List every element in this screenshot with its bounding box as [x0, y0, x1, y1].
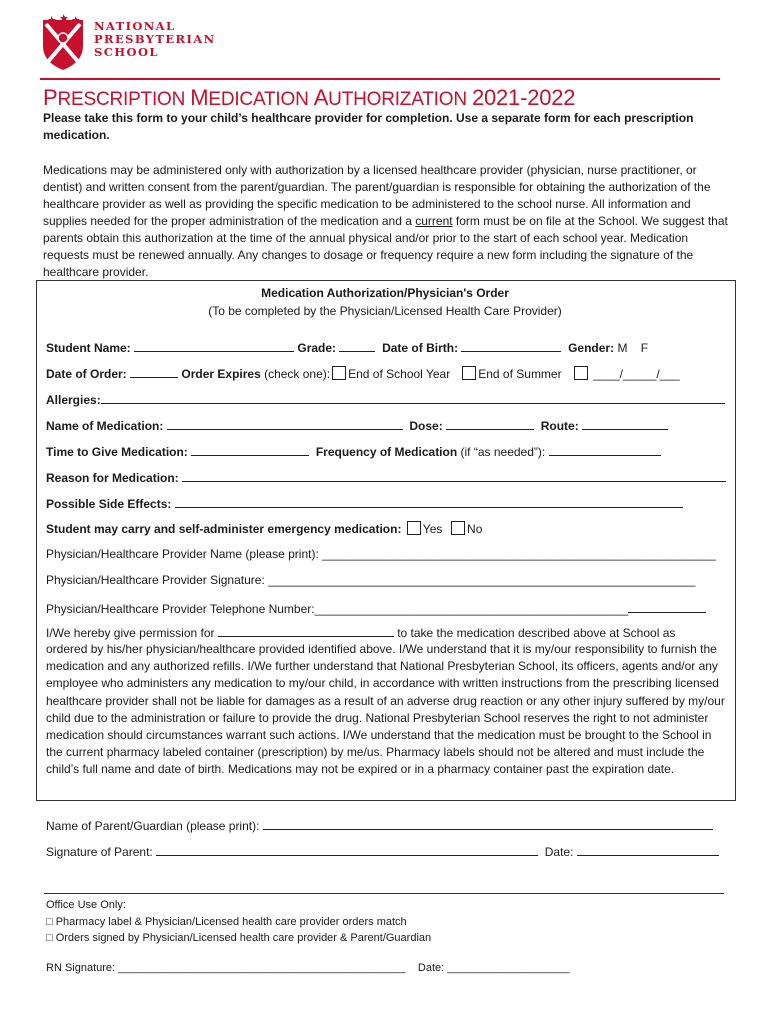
office-item-orders-signed[interactable]: □ Orders signed by Physician/Licensed health care provider & Parent/Guardian — [46, 932, 432, 944]
dose-field[interactable] — [446, 417, 534, 430]
order-date-row — [46, 365, 680, 382]
end-summer-checkbox[interactable] — [462, 366, 476, 380]
self-admin-no-label: No — [467, 522, 483, 536]
title-year: 2021-2022 — [471, 85, 576, 110]
parent-name-field[interactable] — [263, 817, 713, 830]
side-effects-field[interactable] — [175, 495, 683, 508]
order-subheading: (To be completed by the Physician/Licensed Health Care Provider) — [208, 304, 562, 318]
check-one-text: (check one): — [260, 367, 331, 381]
rn-signature-row — [46, 961, 570, 976]
side-effects-label: Possible Side Effects: — [46, 497, 172, 511]
custom-date-checkbox[interactable] — [574, 366, 588, 380]
parent-name-label: Name of Parent/Guardian (please print): — [46, 819, 260, 833]
medication-name-label: Name of Medication: — [46, 419, 164, 433]
grade-field[interactable] — [339, 339, 375, 352]
school-name-line2: PRESBYTERIAN — [94, 32, 216, 46]
parent-signature-label: Signature of Parent: — [46, 845, 153, 859]
date-of-order-label: Date of Order: — [46, 367, 127, 381]
office-heading: Office Use Only: — [46, 899, 126, 911]
reason-row — [46, 469, 726, 486]
dob-field[interactable] — [461, 339, 561, 352]
rn-date-field[interactable]: Date: ____________________ — [417, 962, 570, 974]
frequency-label: Frequency of Medication — [315, 445, 458, 459]
gender-f-option[interactable]: F — [640, 341, 649, 355]
dob-label: Date of Birth: — [382, 341, 459, 355]
page-title — [43, 85, 575, 111]
parent-signature-row — [46, 843, 719, 860]
medication-name-field[interactable] — [167, 417, 403, 430]
end-school-year-checkbox[interactable] — [332, 366, 346, 380]
time-field[interactable] — [191, 443, 309, 456]
route-field[interactable] — [582, 417, 668, 430]
time-frequency-row — [46, 443, 661, 460]
office-item-pharmacy-label[interactable]: □ Pharmacy label & Physician/Licensed health care provider orders match — [46, 916, 407, 928]
office-divider — [44, 893, 724, 894]
header-divider — [40, 78, 720, 80]
school-wordmark — [94, 20, 216, 59]
school-crest-icon — [38, 14, 88, 72]
permission-paragraph: ordered by his/her physician/healthcare provided identified above. I/We understand that it is my/our responsibility to furnish the medication and any authorized refills. I/We further understand that National Presbyterian School, its officers, agents and/or any employee who administers any medication to my/our child, in accordance with written instructions from the prescribing licensed healthcare provider shall not be liable for damages as a result of an adverse drug reaction or any other injury suffered by my/our child due to the administration or failure to provide the drug. National Presbyterian School reserves the right to not administer medication should circumstances warrant such actions. I/We understand that the medication must be brought to the School in the current pharmacy labeled container (prescription) by me/us. Pharmacy labels should not be altered and must include the child’s full name and date of birth. Medications may not be expired or in a pharmacy container past the expiration date. — [46, 642, 725, 777]
parent-date-label: Date: — [544, 845, 574, 859]
reason-field[interactable] — [182, 469, 726, 482]
title-initial-m: M — [190, 85, 209, 110]
provider-name-field[interactable]: Physician/Healthcare Provider Name (please print): ___________________________________________________________ — [46, 547, 716, 561]
self-admin-yes-checkbox[interactable] — [407, 521, 421, 535]
permission-prefix: I/We hereby give permission for — [46, 626, 215, 640]
end-school-year-label: End of School Year — [348, 367, 451, 381]
rn-signature-field[interactable]: RN Signature: _______________________________________________ — [46, 962, 406, 974]
title-word-authorization: UTHORIZATION — [328, 89, 472, 110]
allergies-label: Allergies: — [46, 393, 101, 407]
order-heading: Medication Authorization/Physician's Order — [261, 286, 509, 300]
self-admin-label: Student may carry and self-administer emergency medication: — [46, 522, 402, 536]
self-admin-no-checkbox[interactable] — [451, 521, 465, 535]
gender-label: Gender: — [568, 341, 615, 355]
school-name-line3: SCHOOL — [94, 45, 159, 59]
student-info-row — [46, 339, 648, 356]
title-initial-a: A — [313, 85, 329, 110]
parent-date-field[interactable] — [577, 843, 719, 856]
frequency-note: (if “as needed”): — [457, 445, 546, 459]
parent-signature-field[interactable] — [156, 843, 538, 856]
provider-phone-field[interactable] — [46, 600, 706, 617]
order-expires-label: Order Expires — [181, 367, 261, 381]
provider-signature-field[interactable]: Physician/Healthcare Provider Signature: ________________________________________________________________ — [46, 573, 696, 587]
dose-label: Dose: — [409, 419, 443, 433]
custom-date-field[interactable]: ____/_____/___ — [592, 367, 680, 381]
provider-phone-label: Physician/Healthcare Provider Telephone Number:_______________________________________________ — [46, 602, 629, 616]
student-name-field[interactable] — [134, 339, 294, 352]
school-name-line1: NATIONAL — [94, 19, 176, 33]
side-effects-row — [46, 495, 683, 512]
title-word-medication: EDICATION — [208, 89, 314, 110]
reason-label: Reason for Medication: — [46, 471, 179, 485]
instructions-text: Please take this form to your child’s healthcare provider for completion. Use a separate form for each prescription medication. — [43, 111, 694, 142]
child-name-field[interactable] — [218, 624, 394, 637]
end-summer-label: End of Summer — [478, 367, 562, 381]
provider-phone-line[interactable] — [628, 600, 706, 613]
permission-first-line — [46, 624, 675, 641]
intro-text-current: current — [415, 214, 453, 228]
permission-suffix: to take the medication described above at School as — [397, 626, 676, 640]
allergies-row — [46, 391, 725, 408]
title-initial-p: P — [43, 85, 58, 110]
parent-name-row — [46, 817, 713, 834]
medication-row — [46, 417, 668, 434]
grade-label: Grade: — [297, 341, 337, 355]
intro-text-end: form must be on file at the School. We suggest that parents obtain this authorization at the time of the annual physical and/or prior to the start of each school year. Medication requests must be renewed annually. Any changes to dosage or frequency require a new form including the signature of the healthcare provider. — [43, 214, 728, 279]
self-admin-row — [46, 521, 482, 537]
self-admin-yes-label: Yes — [422, 522, 443, 536]
time-label: Time to Give Medication: — [46, 445, 188, 459]
date-of-order-field[interactable] — [130, 365, 178, 378]
student-name-label: Student Name: — [46, 341, 131, 355]
route-label: Route: — [540, 419, 579, 433]
frequency-field[interactable] — [549, 443, 661, 456]
gender-m-option[interactable]: M — [617, 341, 628, 355]
title-word-prescription: RESCRIPTION — [57, 89, 191, 110]
intro-paragraph — [43, 162, 733, 281]
intro-text-start: Medications may be administered only with authorization by a licensed healthcare provider (physician, nurse practitioner, or dentist) and written consent from the parent/guardian. The parent/guardian is responsible for obtaining the authorization of the healthcare provider as well as providing the specific medication to be administered to the school nurse. All information and supplies needed for the proper administration of the medication and a — [43, 163, 711, 228]
allergies-field[interactable] — [101, 391, 725, 404]
